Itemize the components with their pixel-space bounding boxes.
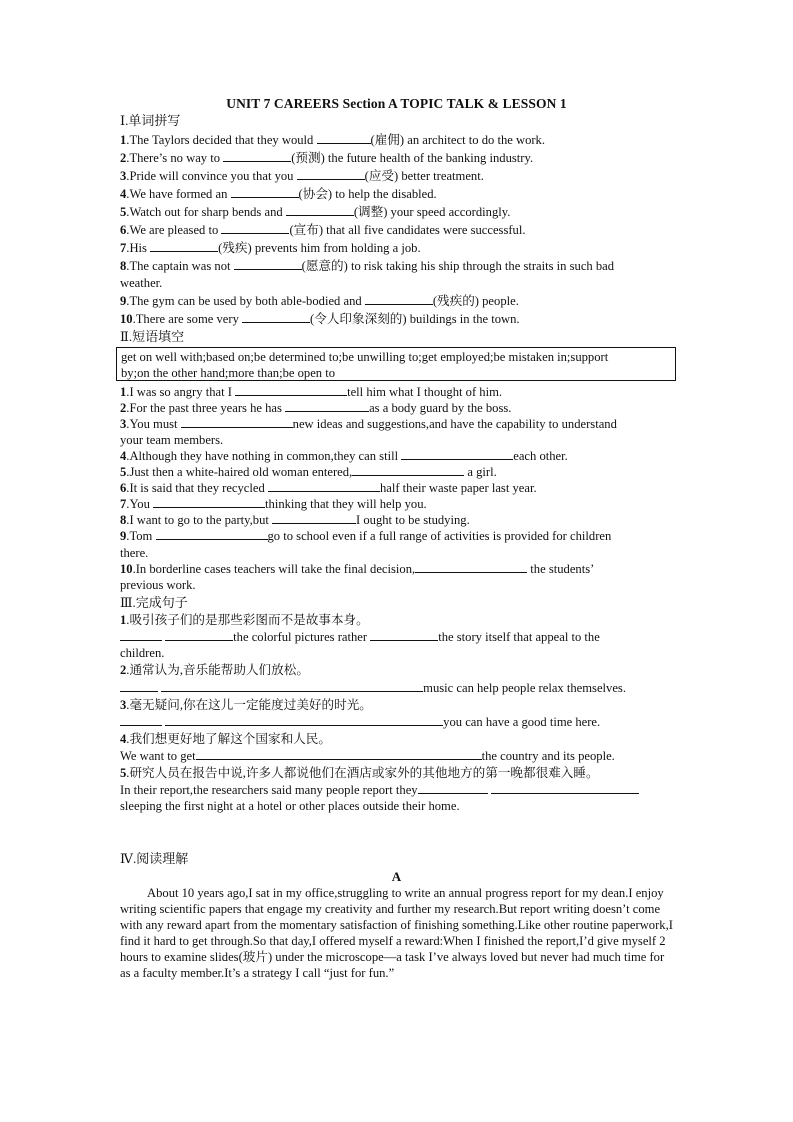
phrase-item: 8.I want to go to the party,but I ought to be studying. [120, 513, 470, 527]
phrase-item: 6.It is said that they recycled half their waste paper last year. [120, 481, 537, 495]
answer-blank[interactable] [161, 680, 423, 692]
phrase-item: 1.I was so angry that I tell him what I thought of him. [120, 385, 503, 399]
page-title: UNIT 7 CAREERS Section A TOPIC TALK & LESSON 1 [226, 96, 567, 111]
phrase-item: 4.Although they have nothing in common,they can still each other. [120, 449, 568, 463]
section-heading-sentences: Ⅲ.完成句子 [120, 595, 188, 610]
answer-blank[interactable] [150, 240, 218, 252]
vocab-item: 6.We are pleased to (宣布) that all five candidates were successful. [120, 223, 526, 237]
answer-blank[interactable] [153, 496, 265, 508]
vocab-item: 9.The gym can be used by both able-bodied and (残疾的) people. [120, 294, 519, 308]
sentence-answer-line: the colorful pictures rather the story itself that appeal to the [120, 629, 600, 645]
answer-blank[interactable] [317, 132, 371, 144]
sentence-answer-line: music can help people relax themselves. [120, 680, 626, 696]
answer-blank[interactable] [365, 293, 433, 305]
answer-blank[interactable] [231, 186, 299, 198]
phrase-item: 5.Just then a white-haired old woman entered, a girl. [120, 465, 497, 479]
answer-blank[interactable] [401, 448, 513, 460]
answer-blank[interactable] [491, 782, 639, 794]
vocab-item: 10.There are some very (令人印象深刻的) buildings in the town. [120, 312, 520, 326]
answer-blank[interactable] [235, 384, 347, 396]
sentence-answer-line: you can have a good time here. [120, 714, 600, 730]
sentence-prompt: 1.吸引孩子们的是那些彩图而不是故事本身。 [120, 613, 369, 627]
section-heading-vocab: Ⅰ.单词拼写 [120, 113, 181, 128]
vocab-item: 1.The Taylors decided that they would (雇佣) an architect to do the work. [120, 133, 546, 147]
answer-blank[interactable] [242, 311, 310, 323]
sentence-answer-line: In their report,the researchers said many people report they [120, 782, 639, 798]
answer-blank[interactable] [297, 168, 365, 180]
answer-blank[interactable] [418, 782, 488, 794]
phrase-item-continued: previous work. [120, 578, 196, 592]
answer-blank[interactable] [286, 204, 354, 216]
answer-blank[interactable] [285, 400, 369, 412]
vocab-item: 2.There’s no way to (预测) the future health of the banking industry. [120, 151, 534, 165]
answer-blank[interactable] [223, 150, 291, 162]
phrase-item: 3.You must new ideas and suggestions,and have the capability to understand [120, 417, 617, 431]
sentence-answer-continued: children. [120, 646, 165, 660]
phrase-bank-box [116, 347, 676, 381]
answer-blank[interactable] [370, 629, 438, 641]
sentence-prompt: 2.通常认为,音乐能帮助人们放松。 [120, 663, 309, 677]
phrase-bank-line: by;on the other hand;more than;be open to [121, 366, 336, 380]
sentence-prompt: 4.我们想更好地了解这个国家和人民。 [120, 732, 331, 746]
phrase-item: 10.In borderline cases teachers will take the final decision, the students’ [120, 562, 595, 576]
answer-blank[interactable] [120, 629, 162, 641]
phrase-item: 9.Tom go to school even if a full range of activities is provided for children [120, 529, 612, 543]
reading-passage: About 10 years ago,I sat in my office,struggling to write an annual progress report for my dean.I enjoy writing scientific papers that engage my creativity and further my research.But report writing doesn’t come with any reward apart from the momentary satisfaction of finishing something.Like other routine paperwork,I find it hard to get through.So that day,I offered myself a reward:When I finished the report,I’d give myself 2 hours to examine slides(玻片) under the microscope—a task I’ve always loved but never had much time for as a faculty member.It’s a strategy I call “just for fun.” [120, 886, 673, 980]
answer-blank[interactable] [165, 714, 443, 726]
vocab-item: 4.We have formed an (协会) to help the disabled. [120, 187, 437, 201]
answer-blank[interactable] [234, 258, 302, 270]
section-heading-reading: Ⅳ.阅读理解 [120, 851, 189, 866]
phrase-bank-line: get on well with;based on;be determined to;be unwilling to;get employed;be mistaken in;support [121, 350, 609, 364]
vocab-item: 5.Watch out for sharp bends and (调整) your speed accordingly. [120, 205, 511, 219]
sentence-answer-line: We want to get the country and its people. [120, 749, 615, 763]
answer-blank[interactable] [181, 416, 293, 428]
answer-blank[interactable] [272, 512, 356, 524]
vocab-item: 8.The captain was not (愿意的) to risk taking his ship through the straits in such bad [120, 259, 615, 273]
answer-blank[interactable] [221, 222, 289, 234]
phrase-item-continued: your team members. [120, 433, 224, 447]
answer-blank[interactable] [120, 714, 162, 726]
answer-blank[interactable] [165, 629, 233, 641]
phrase-item: 7.You thinking that they will help you. [120, 497, 427, 511]
sentence-prompt: 5.研究人员在报告中说,许多人都说他们在酒店或家外的其他地方的第一晚都很难入睡。 [120, 766, 599, 780]
answer-blank[interactable] [415, 561, 527, 573]
vocab-item: 7.His (残疾) prevents him from holding a job. [120, 241, 421, 255]
vocab-item-continued: weather. [120, 276, 163, 290]
vocab-item: 3.Pride will convince you that you (应受) better treatment. [120, 169, 484, 183]
answer-blank[interactable] [268, 480, 380, 492]
answer-blank[interactable] [352, 464, 464, 476]
sentence-prompt: 3.毫无疑问,你在这儿一定能度过美好的时光。 [120, 698, 372, 712]
phrase-item: 2.For the past three years he has as a body guard by the boss. [120, 401, 512, 415]
answer-blank[interactable] [156, 528, 268, 540]
answer-blank[interactable] [120, 680, 158, 692]
answer-blank[interactable] [196, 748, 482, 760]
section-heading-phrases: Ⅱ.短语填空 [120, 329, 185, 344]
passage-label: A [391, 869, 402, 884]
sentence-answer-continued: sleeping the first night at a hotel or other places outside their home. [120, 799, 460, 813]
phrase-item-continued: there. [120, 546, 149, 560]
